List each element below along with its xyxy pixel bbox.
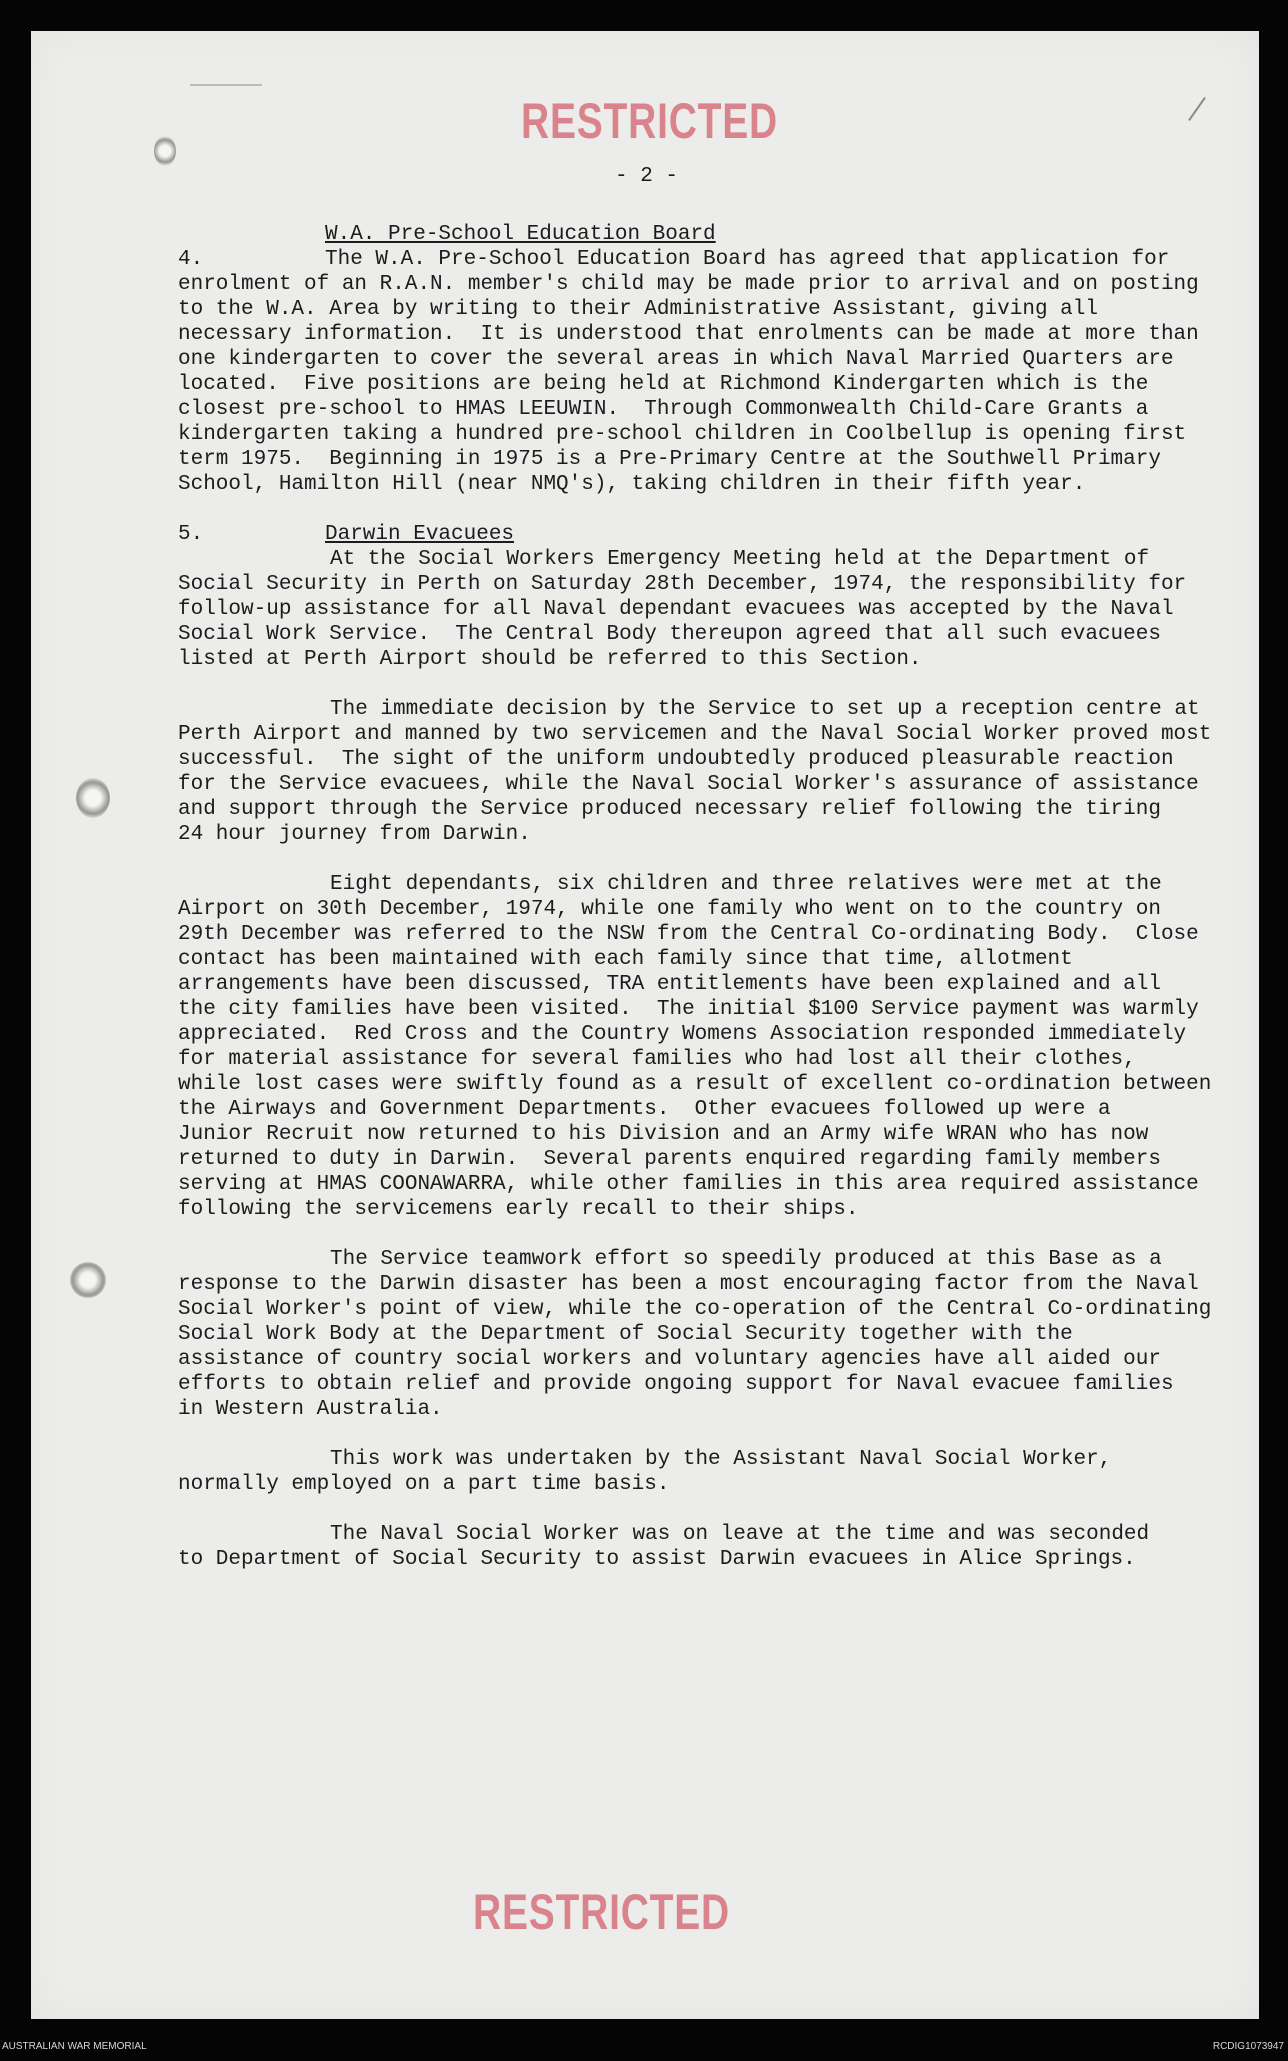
text-line: following the servicemens early recall to their ships. <box>178 1198 859 1221</box>
text-line: appreciated. Red Cross and the Country Womens Association responded immediately <box>178 1023 1187 1046</box>
punch-hole-lower <box>70 1262 106 1298</box>
text-line: successful. The sight of the uniform undoubtedly produced pleasurable reaction <box>178 748 1174 771</box>
text-line: response to the Darwin disaster has been a most encouraging factor from the Naval <box>178 1273 1199 1296</box>
text-line: follow-up assistance for all Naval dependant evacuees was accepted by the Naval <box>178 598 1174 621</box>
footer-document-id: RCDIG1073947 <box>1212 2041 1284 2052</box>
footer-archive-name: AUSTRALIAN WAR MEMORIAL <box>2 2041 147 2052</box>
text-line: normally employed on a part time basis. <box>178 1473 670 1496</box>
text-line: efforts to obtain relief and provide ongoing support for Naval evacuee families <box>178 1373 1174 1396</box>
text-line: Perth Airport and manned by two servicemen and the Naval Social Worker proved most <box>178 723 1212 746</box>
text-line: The W.A. Pre-School Education Board has agreed that application for <box>325 248 1170 271</box>
text-line: term 1975. Beginning in 1975 is a Pre-Primary Centre at the Southwell Primary <box>178 448 1161 471</box>
text-line: 29th December was referred to the NSW from the Central Co-ordinating Body. Close <box>178 923 1199 946</box>
text-line: located. Five positions are being held at Richmond Kindergarten which is the <box>178 373 1149 396</box>
page-number: - 2 - <box>615 165 679 188</box>
text-line: arrangements have been discussed, TRA entitlements have been explained and all <box>178 973 1161 996</box>
text-line: in Western Australia. <box>178 1398 443 1421</box>
text-line: closest pre-school to HMAS LEEUWIN. Through Commonwealth Child-Care Grants a <box>178 398 1149 421</box>
text-line: the city families have been visited. The initial $100 Service payment was warmly <box>178 998 1199 1021</box>
section-4-number: 4. <box>178 248 204 271</box>
text-line: one kindergarten to cover the several areas in which Naval Married Quarters are <box>178 348 1174 371</box>
text-line: The immediate decision by the Service to set up a reception centre at <box>330 698 1200 721</box>
text-line: Junior Recruit now returned to his Division and an Army wife WRAN who has now <box>178 1123 1149 1146</box>
text-line: Eight dependants, six children and three relatives were met at the <box>330 873 1162 896</box>
text-line: Social Security in Perth on Saturday 28th December, 1974, the responsibility for <box>178 573 1187 596</box>
section-4-heading: W.A. Pre-School Education Board <box>325 223 716 246</box>
text-line: serving at HMAS COONAWARRA, while other families in this area required assistance <box>178 1173 1199 1196</box>
text-line: necessary information. It is understood that enrolments can be made at more than <box>178 323 1199 346</box>
text-line: Social Work Body at the Department of Social Security together with the <box>178 1323 1073 1346</box>
text-line: Social Work Service. The Central Body thereupon agreed that all such evacuees <box>178 623 1161 646</box>
text-line: assistance of country social workers and voluntary agencies have all aided our <box>178 1348 1161 1371</box>
restricted-stamp-top: RESTRICTED <box>521 93 778 149</box>
document-body <box>178 222 1238 1572</box>
text-line: to the W.A. Area by writing to their Administrative Assistant, giving all <box>178 298 1098 321</box>
text-line: Social Worker's point of view, while the co-operation of the Central Co-ordinating <box>178 1298 1212 1321</box>
text-line: enrolment of an R.A.N. member's child may be made prior to arrival and on posting <box>178 273 1199 296</box>
restricted-stamp-bottom: RESTRICTED <box>473 1884 730 1940</box>
text-line: returned to duty in Darwin. Several parents enquired regarding family members <box>178 1148 1161 1171</box>
text-line: Airport on 30th December, 1974, while one family who went on to the country on <box>178 898 1161 921</box>
punch-hole-middle <box>76 778 110 818</box>
text-line: kindergarten taking a hundred pre-school children in Coolbellup is opening first <box>178 423 1187 446</box>
text-line: listed at Perth Airport should be referred to this Section. <box>178 648 922 671</box>
text-line: while lost cases were swiftly found as a result of excellent co-ordination between <box>178 1073 1212 1096</box>
text-line: School, Hamilton Hill (near NMQ's), taking children in their fifth year. <box>178 473 1086 496</box>
punch-hole-top <box>154 136 176 166</box>
text-line: contact has been maintained with each family since that time, allotment <box>178 948 1073 971</box>
section-5-heading: Darwin Evacuees <box>325 523 515 546</box>
text-line: This work was undertaken by the Assistant Naval Social Worker, <box>330 1448 1112 1471</box>
text-line: 24 hour journey from Darwin. <box>178 823 531 846</box>
text-line: to Department of Social Security to assist Darwin evacuees in Alice Springs. <box>178 1548 1136 1571</box>
section-5-number: 5. <box>178 523 204 546</box>
text-line: and support through the Service produced necessary relief following the tiring <box>178 798 1161 821</box>
text-line: The Service teamwork effort so speedily produced at this Base as a <box>330 1248 1162 1271</box>
text-line: At the Social Workers Emergency Meeting held at the Department of <box>330 548 1150 571</box>
paper-mark <box>190 84 262 86</box>
text-line: The Naval Social Worker was on leave at the time and was seconded <box>330 1523 1150 1546</box>
text-line: for the Service evacuees, while the Naval Social Worker's assurance of assistance <box>178 773 1199 796</box>
text-line: the Airways and Government Departments. Other evacuees followed up were a <box>178 1098 1111 1121</box>
text-line: for material assistance for several families who had lost all their clothes, <box>178 1048 1136 1071</box>
